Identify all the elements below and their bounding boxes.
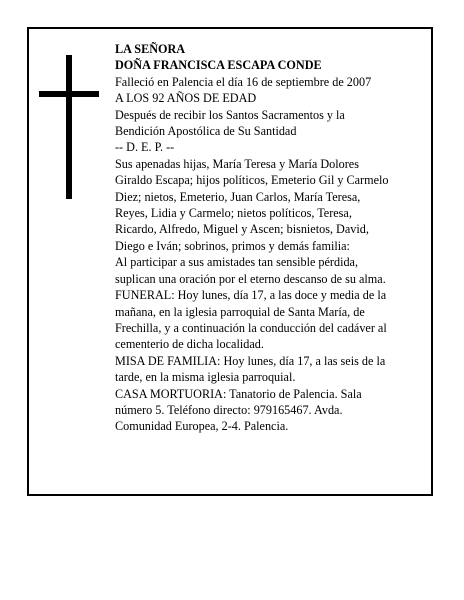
notice-line: Comunidad Europea, 2-4. Palencia. xyxy=(115,419,289,434)
notice-line: Reyes, Lidia y Carmelo; nietos políticos, Teresa, xyxy=(115,206,352,221)
notice-line: Al participar a sus amistades tan sensible pérdida, xyxy=(115,255,359,270)
notice-line: tarde, en la misma iglesia parroquial. xyxy=(115,370,296,385)
notice-line: Diego e Iván; sobrinos, primos y demás familia: xyxy=(115,238,350,253)
notice-line: Giraldo Escapa; hijos políticos, Emeterio Gil y Carmelo xyxy=(115,173,389,188)
notice-line: CASA MORTUORIA: Tanatorio de Palencia. Sala xyxy=(115,386,362,401)
notice-line: Bendición Apostólica de Su Santidad xyxy=(115,124,297,139)
notice-text xyxy=(115,41,435,435)
notice-title: LA SEÑORA xyxy=(115,42,186,56)
cross-icon xyxy=(39,55,99,199)
notice-line: Después de recibir los Santos Sacramentos y la xyxy=(115,107,345,122)
notice-line: Falleció en Palencia el día 16 de septiembre de 2007 xyxy=(115,74,372,89)
notice-line: -- D. E. P. -- xyxy=(115,140,175,155)
notice-line: número 5. Teléfono directo: 979165467. Avda. xyxy=(115,402,343,417)
notice-line: Sus apenadas hijas, María Teresa y María Dolores xyxy=(115,156,359,171)
notice-line: cementerio de dicha localidad. xyxy=(115,337,264,352)
notice-line: FUNERAL: Hoy lunes, día 17, a las doce y media de la xyxy=(115,288,387,303)
notice-line: Ricardo, Alfredo, Miguel y Ascen; bisnietos, David, xyxy=(115,222,369,237)
obituary-notice xyxy=(27,27,433,496)
deceased-name: DOÑA FRANCISCA ESCAPA CONDE xyxy=(115,58,322,73)
notice-line: suplican una oración por el eterno descanso de su alma. xyxy=(115,271,386,286)
notice-line: A LOS 92 AÑOS DE EDAD xyxy=(115,91,257,106)
notice-line: Diez; nietos, Emeterio, Juan Carlos, María Teresa, xyxy=(115,189,361,204)
notice-line: MISA DE FAMILIA: Hoy lunes, día 17, a las seis de la xyxy=(115,353,386,368)
notice-line: Frechilla, y a continuación la conducción del cadáver al xyxy=(115,320,387,335)
notice-line: mañana, en la iglesia parroquial de Santa María, de xyxy=(115,304,365,319)
